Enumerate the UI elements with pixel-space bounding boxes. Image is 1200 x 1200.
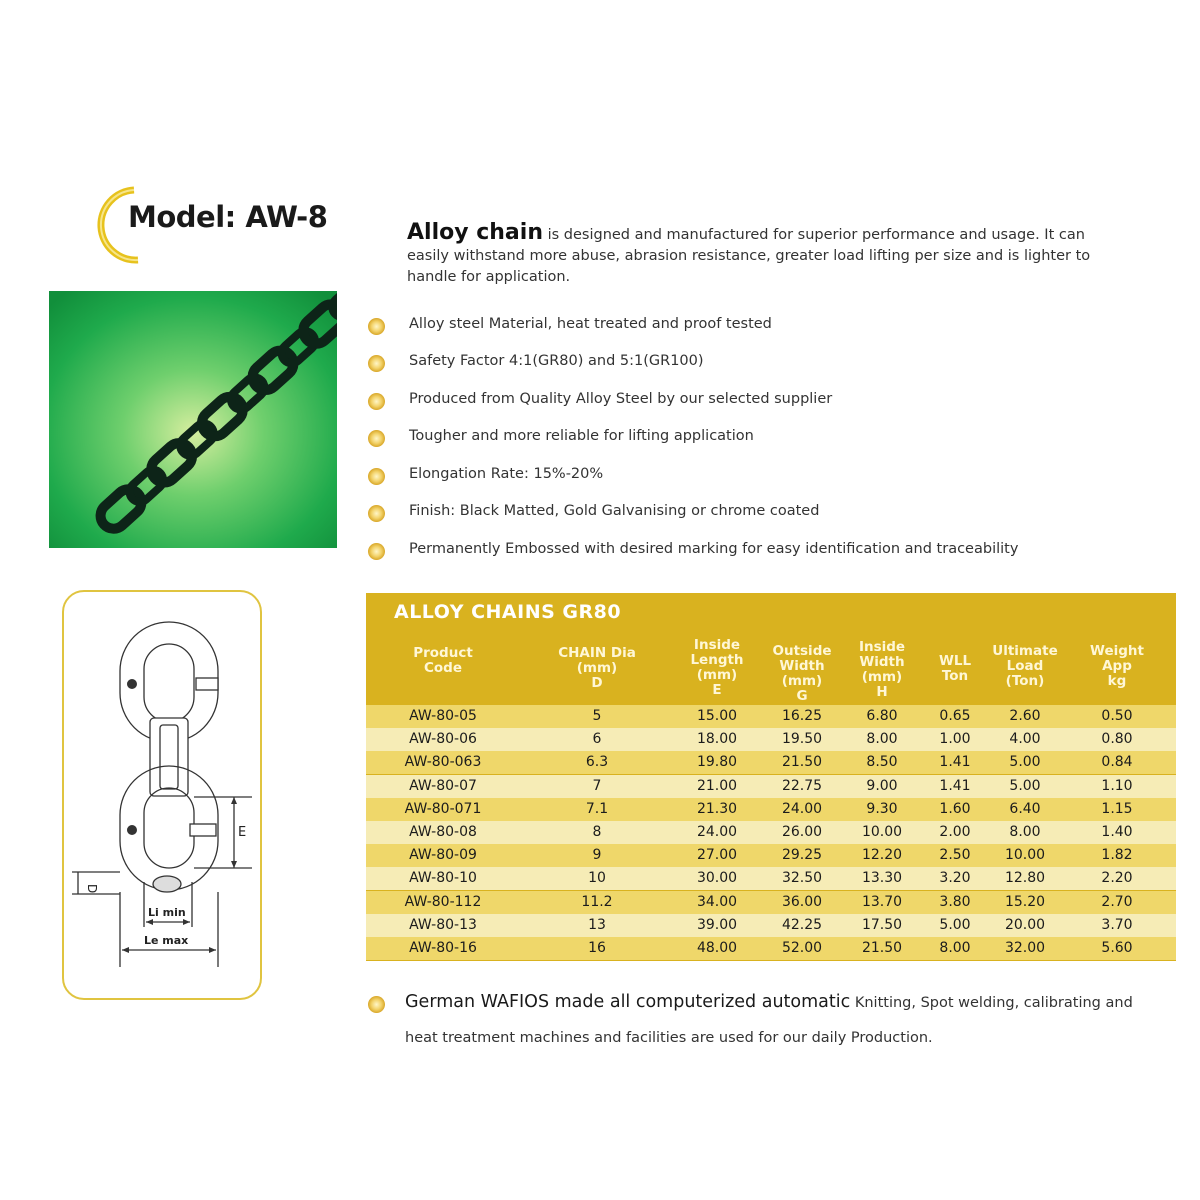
table-row [366, 914, 1176, 937]
table-cell: 1.41 [939, 754, 971, 771]
table-cell: 8.00 [939, 940, 971, 956]
table-cell: 24.00 [696, 824, 738, 840]
table-cell: 2.20 [1101, 870, 1133, 887]
table-cell: 19.50 [781, 731, 823, 748]
dim-label-li: Li min [148, 906, 186, 919]
bullet-icon [368, 430, 385, 447]
bullet-icon [368, 355, 385, 372]
table-cell: 11.2 [581, 893, 613, 910]
table-cell: 2.50 [939, 847, 971, 864]
table-cell: 17.50 [861, 916, 903, 933]
feature-text: Safety Factor 4:1(GR80) and 5:1(GR100) [409, 353, 704, 369]
column-header: Ultimate Load (Ton) [992, 643, 1058, 689]
feature-text: Tougher and more reliable for lifting application [409, 428, 754, 444]
production-note-line-2: heat treatment machines and facilities are used for our daily Production. [405, 1030, 933, 1046]
column-header: Inside Length (mm) E [690, 637, 744, 698]
feature-text: Elongation Rate: 15%-20% [409, 466, 604, 482]
table-cell: 34.00 [696, 893, 738, 910]
table-cell: 6.80 [866, 708, 898, 724]
table-row [366, 844, 1176, 867]
table-cell: 1.41 [939, 777, 971, 794]
column-header: Weight App kg [1090, 643, 1144, 689]
bullet-icon [368, 505, 385, 522]
table-cell: 42.25 [781, 916, 823, 933]
column-header: CHAIN Dia (mm) D [558, 645, 636, 691]
table-cell: 8.00 [1009, 824, 1041, 840]
table-cell: 16 [588, 940, 606, 956]
table-cell: 6.3 [585, 754, 609, 771]
production-note-line-1 [405, 992, 1133, 1012]
table-row [366, 937, 1176, 960]
note-bullet-icon [368, 996, 385, 1013]
table-cell: AW-80-10 [409, 870, 477, 887]
table-cell: 1.10 [1101, 777, 1133, 794]
table-cell: AW-80-09 [409, 847, 477, 864]
table-cell: 48.00 [696, 940, 738, 956]
table-row [366, 775, 1176, 798]
feature-text: Finish: Black Matted, Gold Galvanising or chrome coated [409, 503, 820, 519]
bullet-icon [368, 468, 385, 485]
table-row [366, 751, 1176, 774]
table-cell: 0.50 [1101, 708, 1133, 724]
chain-photo [49, 291, 337, 548]
table-cell: 9 [592, 847, 602, 864]
table-cell: 39.00 [696, 916, 738, 933]
column-header: Outside Width (mm) G [772, 643, 832, 704]
dim-label-e: E [238, 825, 247, 840]
table-cell: 36.00 [781, 893, 823, 910]
table-cell: 10 [588, 870, 606, 887]
table-cell: 15.00 [696, 708, 738, 724]
feature-text: Produced from Quality Alloy Steel by our selected supplier [409, 391, 833, 407]
table-cell: 32.50 [781, 870, 823, 887]
table-cell: 5.00 [1009, 777, 1041, 794]
table-row [366, 728, 1176, 751]
intro-body: is designed and manufactured for superior performance and usage. It can easily withstand more abuse, abrasion resistance, greater load lifting per size and is lighter to handle for application. [407, 227, 1091, 285]
table-cell: 52.00 [781, 940, 823, 956]
table-cell: 12.80 [1004, 870, 1046, 887]
table-cell: 21.50 [861, 940, 903, 956]
table-row [366, 798, 1176, 821]
table-cell: 0.80 [1101, 731, 1133, 748]
table-cell: 1.15 [1101, 800, 1133, 817]
table-cell: 1.82 [1101, 847, 1133, 864]
table-cell: 20.00 [1004, 916, 1046, 933]
table-cell: 10.00 [861, 824, 903, 840]
table-row [366, 821, 1176, 844]
table-cell: 5.00 [1009, 754, 1041, 771]
table-cell: 7.1 [585, 800, 609, 817]
bullet-icon [368, 543, 385, 560]
table-cell: AW-80-112 [404, 893, 482, 910]
column-header: Product Code [413, 645, 473, 676]
table-cell: 8 [592, 824, 602, 840]
feature-text: Permanently Embossed with desired marking for easy identification and traceability [409, 541, 1019, 557]
table-row [366, 891, 1176, 914]
table-cell: 22.75 [781, 777, 823, 794]
table-title: ALLOY CHAINS GR80 [394, 601, 622, 623]
table-cell: 4.00 [1009, 731, 1041, 748]
model-title: Model: AW-8 [128, 200, 328, 234]
table-cell: AW-80-13 [409, 916, 477, 933]
table-cell: 21.50 [781, 754, 823, 771]
table-cell: 1.00 [939, 731, 971, 748]
bullet-icon [368, 393, 385, 410]
production-note-lead: German WAFIOS made all computerized automatic [405, 992, 851, 1012]
table-cell: 9.30 [866, 800, 898, 817]
column-header: Inside Width (mm) H [858, 639, 906, 700]
table-cell: 0.84 [1101, 754, 1133, 771]
production-note-rest: Knitting, Spot welding, calibrating and [850, 995, 1133, 1011]
dim-label-le: Le max [144, 934, 189, 947]
table-cell: 8.00 [866, 731, 898, 748]
table-cell: 10.00 [1004, 847, 1046, 864]
table-cell: 5 [592, 708, 602, 724]
table-cell: 15.20 [1004, 893, 1046, 910]
table-row [366, 705, 1176, 728]
table-cell: 6.40 [1009, 800, 1041, 817]
table-cell: 2.60 [1009, 708, 1041, 724]
table-cell: 19.80 [696, 754, 738, 771]
table-cell: 7 [592, 777, 602, 794]
column-header: WLL Ton [938, 653, 972, 684]
table-cell: 24.00 [781, 800, 823, 817]
table-cell: 1.40 [1101, 824, 1133, 840]
table-cell: 21.30 [696, 800, 738, 817]
table-cell: 5.00 [939, 916, 971, 933]
dim-label-d: D [85, 884, 99, 894]
table-cell: 3.20 [939, 870, 971, 887]
feature-text: Alloy steel Material, heat treated and proof tested [409, 316, 772, 332]
table-cell: 18.00 [696, 731, 738, 748]
table-cell: AW-80-06 [409, 731, 477, 748]
table-row [366, 867, 1176, 890]
table-cell: 2.00 [939, 824, 971, 840]
table-cell: AW-80-16 [409, 940, 477, 956]
table-cell: 8.50 [866, 754, 898, 771]
table-cell: 0.65 [939, 708, 971, 724]
link-dimension-drawing [64, 592, 264, 1002]
table-cell: 16.25 [781, 708, 823, 724]
table-cell: 21.00 [696, 777, 738, 794]
table-cell: 1.60 [939, 800, 971, 817]
table-cell: 13.70 [861, 893, 903, 910]
intro-lead: Alloy chain [407, 220, 543, 245]
table-cell: 32.00 [1004, 940, 1046, 956]
table-cell: 12.20 [861, 847, 903, 864]
table-cell: 29.25 [781, 847, 823, 864]
table-cell: 27.00 [696, 847, 738, 864]
chain-link-diagram [62, 590, 262, 1000]
table-cell: 9.00 [866, 777, 898, 794]
table-cell: AW-80-063 [404, 754, 482, 771]
table-cell: AW-80-05 [409, 708, 477, 724]
bullet-icon [368, 318, 385, 335]
table-cell: 26.00 [781, 824, 823, 840]
table-cell: 5.60 [1101, 940, 1133, 956]
table-cell: 13 [588, 916, 606, 933]
table-cell: AW-80-08 [409, 824, 477, 840]
intro-paragraph [407, 222, 1127, 288]
table-cell: 6 [592, 731, 602, 748]
table-cell: AW-80-071 [404, 800, 482, 817]
table-cell: 30.00 [696, 870, 738, 887]
table-cell: 3.80 [939, 893, 971, 910]
table-cell: 13.30 [861, 870, 903, 887]
table-cell: AW-80-07 [409, 777, 477, 794]
table-cell: 3.70 [1101, 916, 1133, 933]
table-cell: 2.70 [1101, 893, 1133, 910]
